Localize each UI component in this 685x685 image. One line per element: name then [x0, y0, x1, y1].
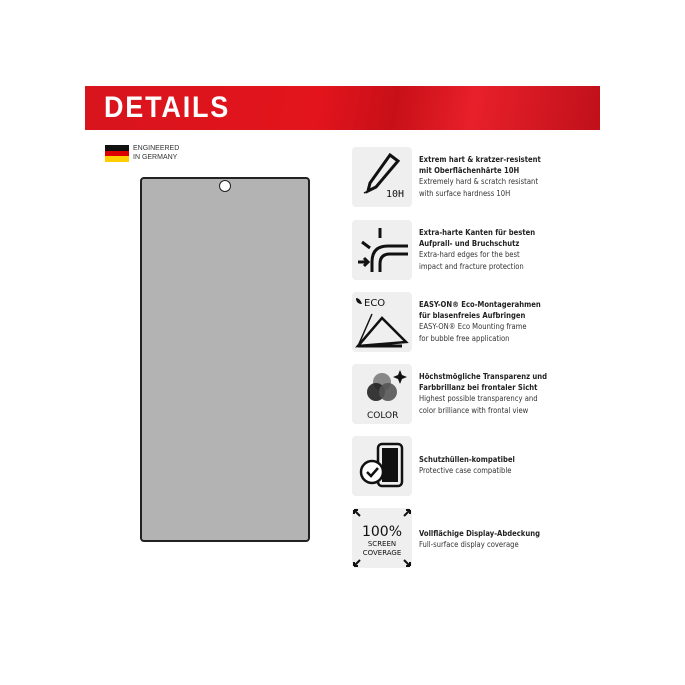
feature-desc-en: Extra-hard edges for the best impact and fracture protection	[419, 250, 524, 271]
feature-case-compatible	[352, 436, 602, 498]
icon-sub-1: SCREEN	[367, 540, 397, 548]
feature-desc-en: Protective case compatible	[419, 466, 512, 476]
color-icon	[352, 364, 412, 424]
german-flag-icon	[105, 145, 129, 162]
feature-hardness	[352, 147, 602, 209]
feature-desc-en: Full-surface display coverage	[419, 540, 519, 550]
feature-title-de: Vollflächige Display-Abdeckung	[419, 529, 540, 538]
screen-coverage-icon	[352, 508, 412, 568]
icon-label: 10H	[386, 189, 405, 200]
pencil-hardness-icon	[352, 147, 412, 207]
origin-line2: IN GERMANY	[133, 153, 178, 161]
case-compatible-icon	[352, 436, 412, 496]
feature-title-de: Extra-harte Kanten für besten Aufprall- und Bruchschutz	[419, 228, 536, 249]
feature-title-de: Höchstmögliche Transparenz und Farbbrillanz bei frontaler Sicht	[419, 372, 548, 393]
eco-frame-icon	[352, 292, 412, 352]
origin-line1: ENGINEERED	[133, 145, 180, 152]
icon-label: ECO	[364, 298, 386, 309]
screen-protector-image	[140, 177, 310, 542]
feature-title-de: EASY-ON® Eco-Montagerahmen für blasenfreies Aufbringen	[419, 300, 541, 321]
engineered-in-germany	[133, 145, 179, 162]
icon-label: 100%	[361, 524, 403, 540]
feature-desc-en: Highest possible transparency and color brilliance with frontal view	[419, 394, 538, 415]
feature-desc-en: EASY-ON® Eco Mounting frame for bubble free application	[419, 322, 527, 343]
feature-hard-edges	[352, 220, 602, 282]
camera-cutout	[219, 180, 231, 192]
feature-title-de: Schutzhüllen-kompatibel	[419, 455, 515, 464]
feature-eco-frame	[352, 292, 602, 354]
feature-desc-en: Extremely hard & scratch resistant with surface hardness 10H	[419, 177, 539, 198]
feature-screen-coverage	[352, 508, 602, 570]
icon-label: COLOR	[367, 411, 399, 421]
feature-title-de: Extrem hart & kratzer-resistent mit Oberflächenhärte 10H	[419, 155, 541, 176]
banner-title: DETAILS	[104, 91, 231, 124]
icon-sub-2: COVERAGE	[362, 549, 402, 557]
details-banner	[85, 86, 600, 130]
feature-color	[352, 364, 602, 426]
hard-edges-icon	[352, 220, 412, 280]
